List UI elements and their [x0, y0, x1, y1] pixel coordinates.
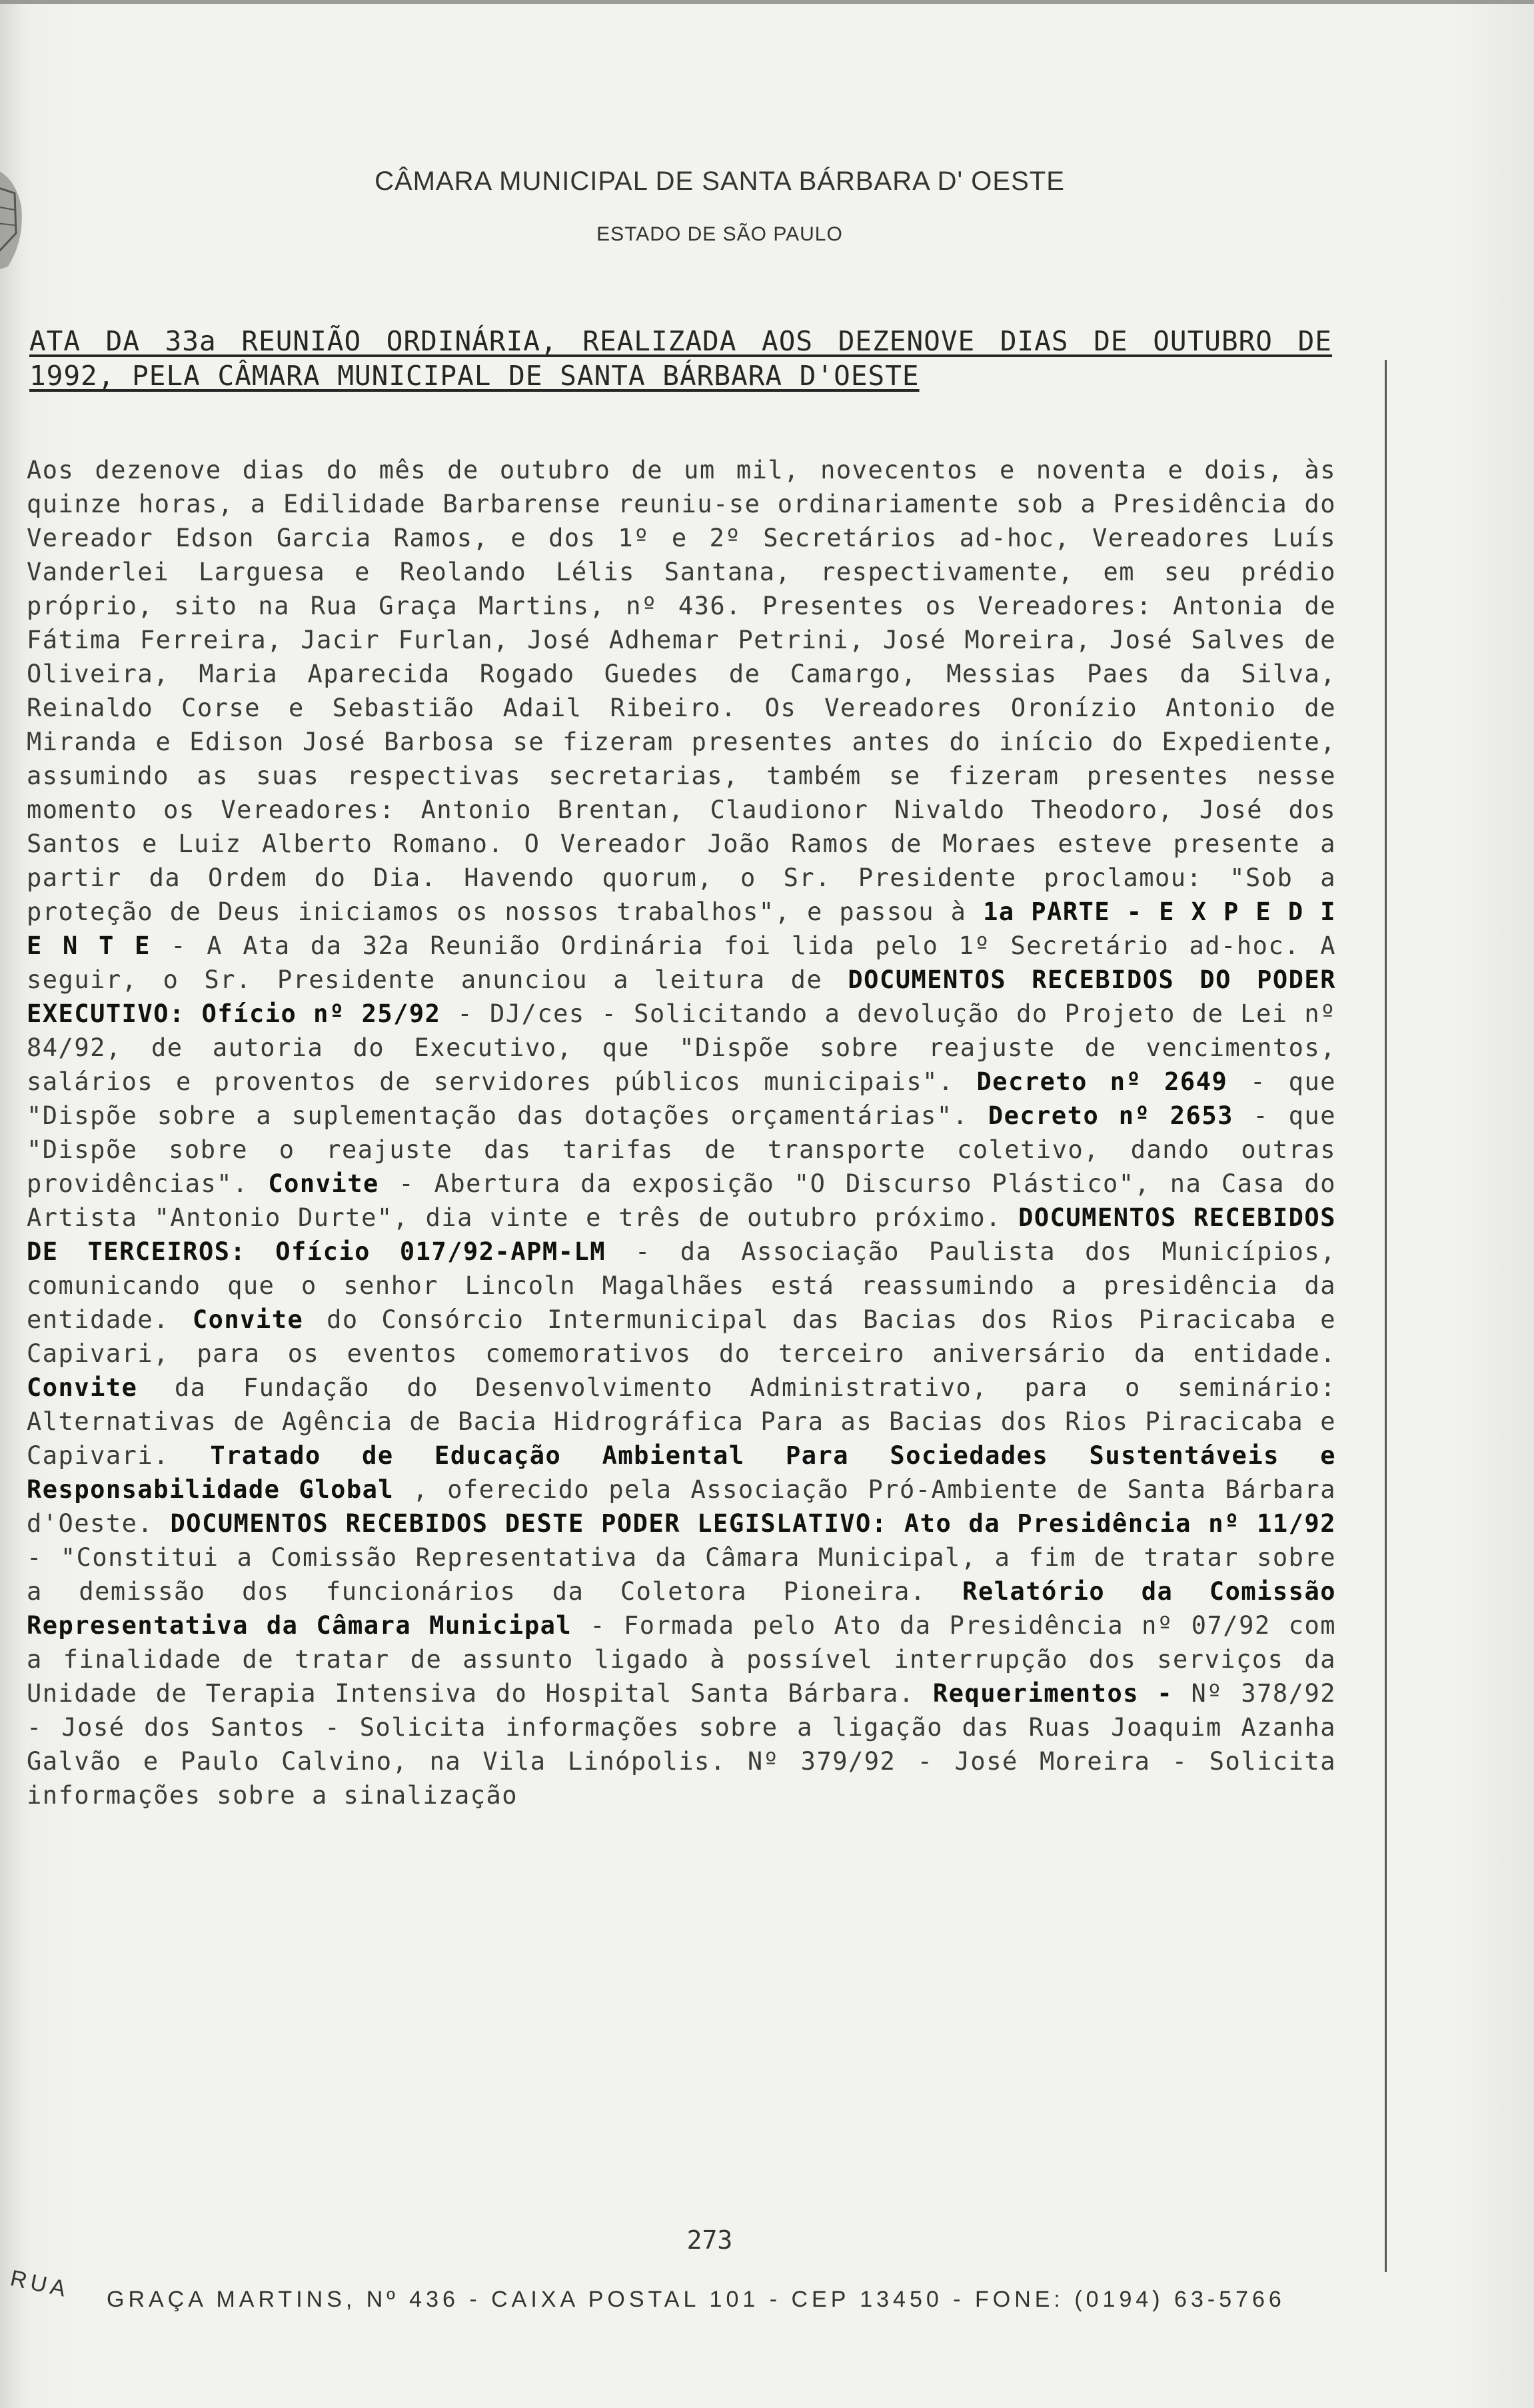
decreto-2653-text: - que "Dispõe sobre o reajuste das tarifas de transporte coletivo, dando outras providências". — [27, 1101, 1336, 1198]
third-party-documents-heading: DOCUMENTOS RECEBIDOS DE TERCEIROS: Ofício 017/92-APM-LM — [27, 1203, 1336, 1266]
requerimentos-label: Requerimentos - — [932, 1679, 1173, 1708]
tratado-text: , oferecido pela Associação Pró-Ambiente de Santa Bárbara d'Oeste. — [27, 1475, 1336, 1538]
institution-name: CÂMARA MUNICIPAL DE SANTA BÁRBARA D' OESTE — [375, 167, 1065, 196]
page-top-edge — [0, 0, 1534, 4]
executive-documents-heading: DOCUMENTOS RECEBIDOS DO PODER EXECUTIVO: Ofício nº 25/92 — [27, 965, 1336, 1028]
opening-paragraph: Aos dezenove dias do mês de outubro de um mil, novecentos e noventa e dois, às quinze horas, a Edilidade Barbarense reuniu-se ordinariamente sob a Presidência do Vereador Edson Garcia Ramos, e dos 1º e 2º Secretários ad-hoc, Vereadores Luís Vanderlei Larguesa e Reolando Lélis Santana, respectivamente, em seu prédio próprio, sito na Rua Graça Martins, nº 436. Presentes os Vereadores: Antonia de Fátima Ferreira, Jacir Furlan, José Adhemar Petrini, José Moreira, José Salves de Oliveira, Maria Aparecida Rogado Guedes de Camargo, Messias Paes da Silva, Reinaldo Corse e Sebastião Adail Ribeiro. Os Vereadores Oronízio Antonio de Miranda e Edison José Barbosa se fizeram presentes antes do início do Expediente, assumindo as suas respectivas secretarias, também se fizeram presentes nesse momento os Vereadores: Antonio Brentan, Claudionor Nivaldo Theodoro, José dos Santos e Luiz Alberto Romano. O Vereador João Ramos de Moraes esteve presente a partir da Ordem do Dia. Havendo quorum, o Sr. Presidente proclamou: "Sob a proteção de Deus iniciamos os nossos trabalhos", e passou à — [27, 456, 1336, 926]
tratado-label: Tratado de Educação Ambiental Para Sociedades Sustentáveis e Responsabilidade Global — [27, 1441, 1336, 1504]
convite-consorcio-text: do Consórcio Intermunicipal das Bacias dos Rios Piracicaba e Capivari, para os eventos comemorativos do terceiro aniversário da entidade. — [27, 1305, 1336, 1368]
convite-fundacao-label: Convite — [27, 1373, 138, 1402]
ata-reading-text: - A Ata da 32a Reunião Ordinária foi lida pelo 1º Secretário ad-hoc. A seguir, o Sr. Presidente anunciou a leitura de — [27, 931, 1337, 994]
expediente-heading: 1a PARTE - E X P E D I E N T E — [27, 898, 1337, 960]
legislative-documents-heading: DOCUMENTOS RECEBIDOS DESTE PODER LEGISLATIVO: Ato da Presidência nº 11/92 — [170, 1509, 1336, 1538]
decreto-2649-text: - que "Dispõe sobre a suplementação das dotações orçamentárias". — [27, 1067, 1337, 1130]
ato-presidencia-text: - "Constitui a Comissão Representativa da Câmara Municipal, a fim de tratar sobre a demissão dos funcionários da Coletora Pioneira. — [27, 1543, 1336, 1606]
minutes-body — [27, 453, 1336, 1812]
right-margin-rule — [1385, 360, 1387, 2272]
convite-fundacao-text: da Fundação do Desenvolvimento Administrativo, para o seminário: Alternativas de Agência de Bacia Hidrográfica Para as Bacias dos Rios Piracicaba e Capivari. — [27, 1373, 1336, 1470]
footer-address — [8, 2265, 1413, 2339]
convite-exposicao-label: Convite — [268, 1169, 379, 1198]
state-name: ESTADO DE SÃO PAULO — [596, 223, 843, 245]
footer-address-line: GRAÇA MARTINS, Nº 436 - CAIXA POSTAL 101 - CEP 13450 - FONE: (0194) 63-5766 — [107, 2287, 1285, 2312]
relatorio-label: Relatório da Comissão Representativa da Câmara Municipal — [27, 1577, 1336, 1640]
requerimentos-text: Nº 378/92 - José dos Santos - Solicita informações sobre a ligação das Ruas Joaquim Azanha Galvão e Paulo Calvino, na Vila Linópolis. Nº 379/92 - José Moreira - Solicita informações sobre a sinalização — [27, 1679, 1337, 1810]
oficio-apm-text: - da Associação Paulista dos Municípios, comunicando que o senhor Lincoln Magalhães está reassumindo a presidência da entidade. — [27, 1237, 1336, 1334]
decreto-2649-label: Decreto nº 2649 — [976, 1067, 1228, 1096]
relatorio-text: - Formada pelo Ato da Presidência nº 07/92 com a finalidade de tratar de assunto ligado à possível interrupção dos serviços da Unidade de Terapia Intensiva do Hospital Santa Bárbara. — [27, 1611, 1336, 1708]
page-number: 273 — [686, 2225, 733, 2255]
footer-rua: RUA — [8, 2265, 72, 2303]
decreto-2653-label: Decreto nº 2653 — [988, 1101, 1233, 1130]
oficio-25-text: - DJ/ces - Solicitando a devolução do Projeto de Lei nº 84/92, de autoria do Executivo, que "Dispõe sobre reajuste de vencimentos, salários e proventos de servidores públicos municipais". — [27, 999, 1336, 1096]
minutes-title: ATA DA 33a REUNIÃO ORDINÁRIA, REALIZADA AOS DEZENOVE DIAS DE OUTUBRO DE 1992, PELA CÂMARA MUNICIPAL DE SANTA BÁRBARA D'OESTE — [29, 325, 1332, 392]
convite-consorcio-label: Convite — [192, 1305, 304, 1334]
convite-exposicao-text: - Abertura da exposição "O Discurso Plástico", na Casa do Artista "Antonio Durte", dia vinte e três de outubro próximo. — [27, 1169, 1336, 1232]
